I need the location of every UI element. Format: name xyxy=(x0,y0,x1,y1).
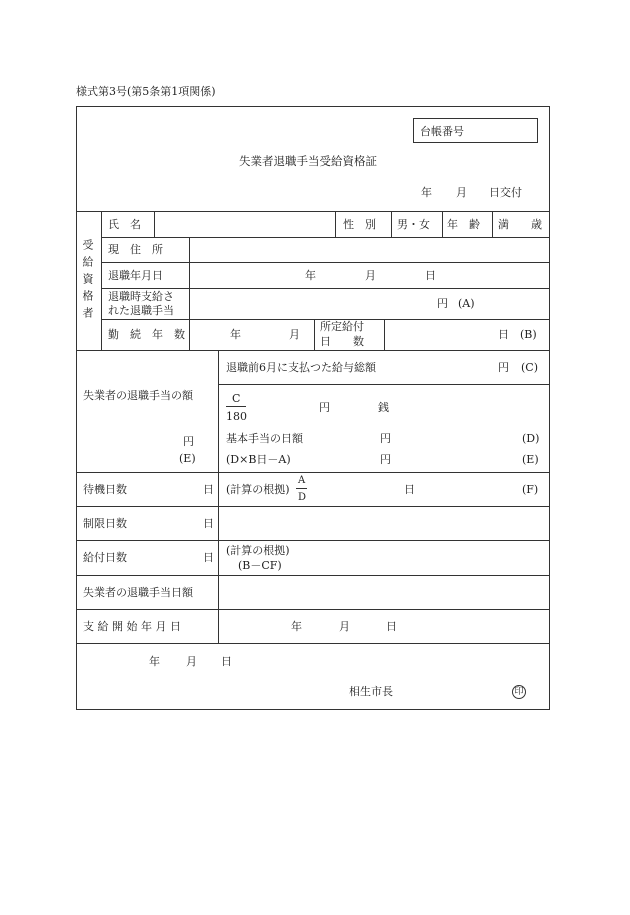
retire-date-month: 月 xyxy=(365,269,376,282)
payment-calc-formula: (B－CF) xyxy=(238,559,282,572)
payment-calc-label: (計算の根拠) xyxy=(226,544,290,557)
age-value: 満 歳 xyxy=(498,218,542,231)
divider xyxy=(76,575,550,576)
waiting-days-label: 待機日数 xyxy=(83,483,127,496)
divider xyxy=(76,350,550,351)
age-label: 年 齢 xyxy=(447,218,480,231)
page-title: 失業者退職手当受給資格証 xyxy=(239,154,377,168)
allowance-label-line2: れた退職手当 xyxy=(108,304,174,317)
address-field[interactable] xyxy=(190,238,549,261)
issue-date-year: 年 xyxy=(421,186,432,199)
service-year-unit: 年 xyxy=(230,328,241,341)
issue-date-day: 日交付 xyxy=(489,186,522,199)
retire-date-year: 年 xyxy=(305,269,316,282)
footer-date-year: 年 xyxy=(149,655,160,668)
fraction-sen-unit: 銭 xyxy=(378,401,389,414)
service-month-unit: 月 xyxy=(289,328,300,341)
divider xyxy=(384,319,385,350)
divider xyxy=(76,540,550,541)
divider xyxy=(76,472,550,473)
divider xyxy=(101,211,102,350)
service-years-label: 勤 続 年 数 xyxy=(108,328,185,341)
benefit-days-unit: 日 xyxy=(498,328,509,341)
waiting-fraction-numerator: A xyxy=(298,475,306,486)
fraction-yen-unit: 円 xyxy=(319,401,330,414)
fraction-bar xyxy=(226,406,246,407)
issue-date-month: 月 xyxy=(456,186,467,199)
formula-unit: 円 xyxy=(380,453,391,466)
divider xyxy=(335,211,336,237)
fraction-denominator: 180 xyxy=(226,410,247,423)
basic-daily-mark: (D) xyxy=(522,432,540,445)
footer-date-month: 月 xyxy=(186,655,197,668)
waiting-calc-mark: (F) xyxy=(522,483,539,496)
daily-rate-label: 失業者の退職手当日額 xyxy=(83,586,193,599)
divider xyxy=(391,211,392,237)
divider xyxy=(218,350,219,643)
divider xyxy=(76,506,550,507)
fraction-numerator: C xyxy=(232,392,241,405)
limit-days-unit: 日 xyxy=(203,517,214,530)
address-label: 現 住 所 xyxy=(108,243,163,256)
start-date-month: 月 xyxy=(339,620,350,633)
waiting-days-unit: 日 xyxy=(203,483,214,496)
form-number-note: 様式第3号(第5条第1項関係) xyxy=(76,85,216,98)
retirement-allowance-label: 失業者の退職手当の額 xyxy=(83,389,193,402)
total-salary-label: 退職前6月に支払つた給与総額 xyxy=(226,361,376,374)
retirement-allowance-unit: 円 xyxy=(183,435,194,448)
ledger-number-label: 台帳番号 xyxy=(420,125,464,138)
waiting-calc-unit: 日 xyxy=(404,483,415,496)
footer-date-day: 日 xyxy=(221,655,232,668)
qualification-side-label: 受給資格者 xyxy=(81,239,94,324)
sex-label: 性 別 xyxy=(343,218,376,231)
formula-label: (D×B日－A) xyxy=(226,453,291,466)
formula-mark: (E) xyxy=(522,453,539,466)
waiting-fraction-denominator: D xyxy=(298,492,307,503)
sex-value: 男・女 xyxy=(397,218,430,231)
allowance-mark: (A) xyxy=(458,297,475,310)
start-date-year: 年 xyxy=(291,620,302,633)
benefit-days-label-line2: 日 数 xyxy=(320,335,364,348)
payment-days-unit: 日 xyxy=(203,551,214,564)
divider xyxy=(218,384,550,385)
allowance-label-line1: 退職時支給さ xyxy=(108,290,174,303)
divider xyxy=(76,643,550,644)
retirement-allowance-mark: (E) xyxy=(179,452,196,465)
total-salary-mark: (C) xyxy=(521,361,538,374)
start-date-day: 日 xyxy=(386,620,397,633)
retire-date-label: 退職年月日 xyxy=(108,269,163,282)
basic-daily-label: 基本手当の日額 xyxy=(226,432,303,445)
total-salary-unit: 円 xyxy=(498,361,509,374)
retire-date-day: 日 xyxy=(425,269,436,282)
divider xyxy=(314,319,315,350)
start-date-label: 支 給 開 始 年 月 日 xyxy=(83,620,181,633)
name-field[interactable] xyxy=(155,212,334,236)
allowance-unit: 円 xyxy=(437,297,448,310)
payment-days-label: 給付日数 xyxy=(83,551,127,564)
waiting-calc-label: (計算の根拠) xyxy=(226,483,290,496)
divider xyxy=(101,288,550,289)
issuer-name: 相生市長 xyxy=(349,685,393,698)
divider xyxy=(442,211,443,237)
waiting-fraction-bar xyxy=(296,488,307,489)
benefit-days-label-line1: 所定給付 xyxy=(320,320,364,333)
divider xyxy=(76,609,550,610)
limit-days-label: 制限日数 xyxy=(83,517,127,530)
basic-daily-unit: 円 xyxy=(380,432,391,445)
benefit-days-mark: (B) xyxy=(520,328,537,341)
name-label: 氏 名 xyxy=(108,218,141,231)
divider xyxy=(492,211,493,237)
divider xyxy=(101,262,550,263)
seal-icon: 印 xyxy=(512,685,526,699)
